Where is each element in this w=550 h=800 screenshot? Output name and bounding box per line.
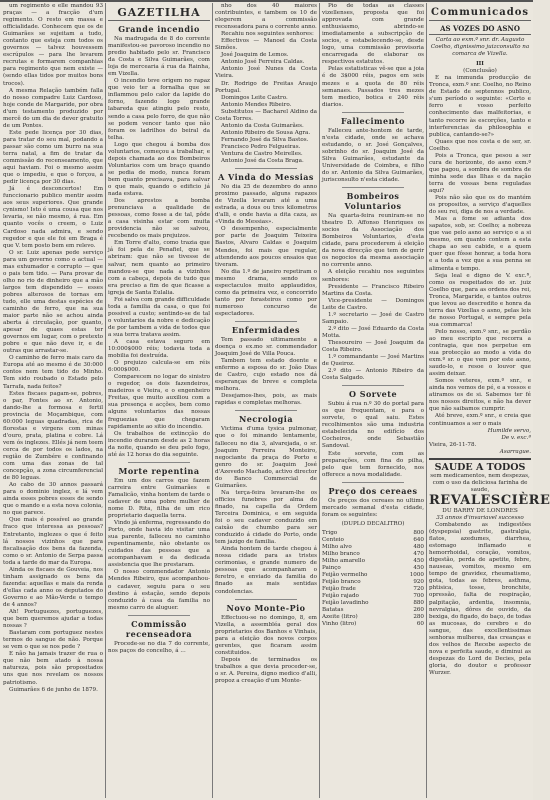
list-item: Antonio José da Costa Braga. xyxy=(221,158,304,165)
article-fallecimento xyxy=(322,128,424,184)
paragraph: Até breve, exm.º snr., e creia que continuamos a ser o mais xyxy=(429,413,531,427)
headline-necrologia: Necrologia xyxy=(238,414,293,425)
paragraph: Guimarães 6 de junho de 1879. xyxy=(9,686,98,693)
part-subtitle: (Conclusão) xyxy=(463,68,497,75)
paragraph: Subiu á rua n.º 30 do portal para os que frequentam, e para o sorvete, o qual saiu. Estes recolhimentos são uma industria estabelecida no edifício dos Cocheiros, onde Sebastião Sandoval. xyxy=(322,401,424,450)
ad-revalesciere-tag: 33 annos d'invariavel successo xyxy=(436,514,524,521)
article-vinda-messias xyxy=(215,184,317,318)
headline-grande-incendio: Grande incendio xyxy=(118,24,200,34)
signoff-line-2: De v. exc.ª xyxy=(501,434,531,441)
list-item: Antonio Ribeiro de Sousa Agra. xyxy=(221,129,311,136)
ad-saude-text: sem medicamentos, nem despezas, com o uso da deliciosa farinha de saude, xyxy=(430,472,530,493)
paragraph: Tem passado ultimamente a doença o ex.mo sr. commendador Joaquim José de Villa Pouca. xyxy=(215,336,317,358)
price-row xyxy=(322,530,424,537)
article-separator xyxy=(342,112,404,113)
paragraph: Recahiu nos seguintes senhores: xyxy=(221,31,314,38)
price-row xyxy=(322,586,424,593)
article-necrologia xyxy=(215,426,317,595)
paragraph: Estes fiscaes pagam-se, pobres, o par, Fontes ao sr. Antonio, dando-lhe a formosa e fertil provincia de Moçambique, com 60:000 leguas quadradas, rica de florestas e virgens com minas d'ouro, prata, platina e cobre. Lá vem ós inglezes. Ellés já nem teem cerca de por todos os lados, na região de Zumbére e confinando com uma das zonas de tal concepção, a zona circumferencial de 80 leguas. xyxy=(3,390,103,482)
price-item: Feijão vermelho xyxy=(322,571,368,578)
paragraph: Combatendo as indigestões (dyspepsia) gastrite, gastralgia, flatos, azedumes, diarrhea, estomago inflamado e hemorrhoidal, coração, vomitos, digestão, perda de apetite, febre, nauseas, vomitos, mesmo em tempo de gravidez, rheumatismo, gota, todas as febres, asthma, phtisica, tosse, bronchite, opressão, falta de respiração, palpitação, ardentia, insomnia, nevralgias, dôres de ouvido, da bexiga, do figado, do baço, de todas as mucosas, do cerebro e do sangue, das excellentissimas senhoras mulheres, das creanças e dos velhos de Recebe aspecto de nova e perfeita saude, e diminui as despezas do Lord de Decies, pela gloria, do doutor e professor Wurzer. xyxy=(429,522,531,676)
commissao-member-list xyxy=(215,38,317,165)
bombeiros-direction-list xyxy=(322,284,424,383)
paragraph: Effectuou-se no domingo, 8, em Vizella, a assembléa geral dos proprietarios dos Banhos e Vinhais, para a eleição dos novos corpos gerentes, que ficaram assim constituidos. xyxy=(215,614,317,656)
headline-precos-cereaes: Preço dos cereaes xyxy=(328,485,418,496)
letter-body-1 xyxy=(429,75,531,216)
paragraph: Na terça-feira levaram-lhe os officios funebres por alma do finado, na capella da Ordem Terceira Dominica, e em seguida foi o seu cadaver conduzido em caixão de chumbo para ser conduzido á cidade do Porto, onde tem jazigo de familia. xyxy=(215,489,317,546)
paragraph: Mas a fome se adianta dos sapatos, sob, sr. Coelho; a nobreza que vae pelo asno ao serviço e a si mesmo, em quanto contem a esta chapa ao seu cabide, e a quem quer que fôsse honrar, a toda hora e a toda a vez que a sua penna se alimenta e tempo. xyxy=(429,216,531,272)
price-value: 450 xyxy=(413,564,424,571)
price-value: 880 xyxy=(413,599,424,606)
paragraph: Bastaram com portuguez nestes termos do sangue de não. Porque se vem o que se nos pede ? xyxy=(3,630,103,651)
paragraph: Pio de todas as classes vizellenses, proposta que foi approvada com grande enthusiasmo, abrindo-se imediatamente a subscripção de socios, e estabelecendo-se, desde logo, uma commissão provisoria encarregada de elaborar os respectivos estatutos. xyxy=(322,3,424,66)
list-item: Thesoureiro — José Joaquim da Costa Ribeiro. xyxy=(322,339,424,353)
list-item: Antonio Mendes Ribeiro. xyxy=(221,101,292,108)
paragraph: Depois de terminados os trabalhos a que devia proceder-se, o sr. A. Pereira, digno medico d'alli, propoz a creação d'um Monte- xyxy=(215,656,317,684)
price-row xyxy=(322,579,424,586)
column-4 xyxy=(322,3,424,800)
list-item: Substitutos — Bacharel Aldino da Costa Torres. xyxy=(215,108,317,122)
headline-vozes-asno: AS VOZES DO ASNO xyxy=(429,24,531,35)
price-item: Azeite (litro) xyxy=(322,613,358,620)
paragraph: Victima d'uma tysica pulmonar, que o foi minando lentamente, falleceu no dia 3, alvarejada, o sr. Joaquim Ferreira Monteiro, negociante da praça do Porto e genro do sr. Joaquim José d'Azevedo Machado, activo director do Banco Commercial de Guimarães. xyxy=(215,426,317,489)
list-item: Effectivos — Manoel da Costa Simões. xyxy=(215,38,317,52)
paragraph: Os trabalhos de extincção do incendio duraram desde as 2 horas da noite, quando se deu pelo fogo, até ás 12 horas do dia seguinte. xyxy=(108,430,210,458)
list-item: 1.º commandante — José Martins de Queiroz. xyxy=(322,354,424,368)
paragraph: um regimento e elle mandou 93 praças — a fracção d'um regimento. O resto em massa e officialidade. Conhecem que os de Guimarães se sujeitam a tudo, contanto que esteja com todos os governos — talvez houvessem escrúpulos — para lhe levarem recrutas e formarem companhias para regimento que nem existe — (sendo ellas tidos por muitos bons trocos). xyxy=(3,3,103,87)
article-separator xyxy=(342,187,404,188)
paragraph: Tambem tem estado doente e enfermo a esposa do sr. João Dias de Castro, cujo estado nos dá esperanças de breve e completa melhora. xyxy=(215,358,317,393)
paragraph: Comparecem no logar do sinistro o regedor, os dois fazendeiros, madeiros e Vieira, e o engenheiro Freitas, que muito auxiliou com a sua presença e acções, bem como alguns voluntarios das nossas freguezias que chegaram rapidamente ao sitio do incendio. xyxy=(108,374,210,430)
article-separator xyxy=(342,385,404,386)
list-item: Vice-presidente — Domingos Leite de Castro. xyxy=(322,297,424,311)
list-item: José Joaquim de Lemos. xyxy=(221,52,289,59)
price-item: Vinho (litro) xyxy=(322,620,357,627)
price-value: 260 xyxy=(413,606,424,613)
paragraph: O desempenho, especialmente por parte de Joaquim Teixeira Bastos, Alvaro Caldas e Joaquim Mendes, foi mais que regular, attendendo aos poucos ensaios que tiveram. xyxy=(215,226,317,268)
price-item: Milho amarello xyxy=(322,557,365,564)
price-row xyxy=(322,621,424,628)
price-table-caption: (DUPLO DECALITRO) xyxy=(341,520,405,527)
list-item: Domingos Leite Castro. xyxy=(221,94,288,101)
column-3 xyxy=(215,3,317,800)
paragraph: No dia 25 de dezembro do anno proximo passado, alguns rapazes de Vizella levaram até a uma estrada, a dous ou tres kilometros d'alli, e onde havia a dita caza, as «Vinda do Messias». xyxy=(215,184,317,226)
place-date: Vieira, 26-11-78. xyxy=(429,441,477,448)
article-separator xyxy=(235,321,297,322)
paragraph: Procede-se no dia 7 do corrente, nos paços do concelho, á ... xyxy=(108,640,210,654)
list-item: Dr. Rodrigo de Freitas Araujo Portugal. xyxy=(215,80,317,94)
ad-revalesciere-body xyxy=(429,522,531,677)
headline-novo-monte-pio: Novo Monte-Pio xyxy=(226,602,306,613)
list-item: Ventura de Castro Meirelles. xyxy=(221,150,303,157)
price-row xyxy=(322,537,424,544)
part-numeral: III xyxy=(476,61,484,68)
headline-morte-repentina: Morte repentina xyxy=(118,465,200,476)
price-item: Feijão frade xyxy=(322,585,356,592)
paragraph: Em um dos carros que fazem carreira entre Guimarães e Famalicão, vinha hontem de tarde o cadaver de uma pobre mulher de nome D. Rita, filha de um rico proprietario daquella terra. xyxy=(108,477,210,520)
ad-saude-title: SAUDE A TODOS xyxy=(434,461,526,473)
paragraph: Somos veteres, exm.º snr., e ainda nos vemos de pé, e a vossos e atiramos os de si. Sabemos ter fé nos nossos direitos, e não ha dever que não saibamos cumprir. xyxy=(429,378,531,413)
section-masthead-gazetilha: GAZETILHA xyxy=(108,6,210,21)
ad-rule xyxy=(429,458,531,460)
paragraph: nho dos 40 maiores contribuintes, e tambem os 10 de elegerem a commissão recenseadora para o corrente anno. xyxy=(215,3,317,31)
ad-revalesciere-sub: DU BARRY DE LONDRES xyxy=(442,507,518,514)
price-row xyxy=(322,600,424,607)
top-rule xyxy=(0,0,533,2)
price-value: 800 xyxy=(413,529,424,536)
price-item: Milho branco xyxy=(322,550,360,557)
paragraph: Dos aprestos a bomba prenunciava a qualidade de pessoas, como fosse a de tal, pôde a casa visinha estar com muita providencia não se salvou, recebendo os mais prejuizos. xyxy=(108,198,210,240)
article-morte-repentina xyxy=(108,478,210,612)
paragraph: Este pede licença por 30 dias, para tratar do seu mal, podando a passar são como um burro na sua terra natal, a fim de tratar da commissão do recenseamento, que aqui haviam. Foi o mesmo assim que o impediu, e que o forçou, a pedir licença por 30 dias. xyxy=(3,129,103,186)
list-item: 1.º secretario — José de Castro Sampaio. xyxy=(322,311,424,325)
paragraph: Na madrugada de 8 do corrente manifestou-se pavoroso incendio no predio habitado pelo sr. Francisco da Costa e Silva Guimarães, com loja de mercearia á rua da Rainha, em Vizella. xyxy=(108,36,210,78)
article-bombeiros xyxy=(322,213,424,283)
paragraph: Em Torre d'alto, como trazia que já foi pela de Penafiel, que se abriram: que não se tivesse de salvar, nem quanto ao primeiro mandou-se que nada a vizinhos com a cabeça, depois de tudo que era preciso a fim de que ficasse a igreja de Santa Eulalia. xyxy=(108,240,210,296)
price-item: Centeio xyxy=(322,536,344,543)
price-value: 640 xyxy=(413,536,424,543)
price-value: 470 xyxy=(413,550,424,557)
letter-dedication: Carta ao exm.º snr. dr. Augusto Coelho, dignissimo juizconsulto na comarca de Vizella. xyxy=(430,37,530,58)
article-commissao-cont xyxy=(215,3,317,38)
paragraph: Pois não são que os do mantém os propositos, a serviço d'aquelles do seu rei, diga de nos a verdade. xyxy=(429,195,531,216)
article-separator xyxy=(235,410,297,411)
price-value: 60 xyxy=(416,620,424,627)
paragraph: E não ha jamais trazer de rua o que não bem atado à nossa natureza, pois são propositados uns que nos revelam os nossos patriotismo. xyxy=(3,651,103,686)
column-5 xyxy=(429,3,550,800)
price-table xyxy=(322,530,424,628)
headline-bombeiros: Bombeiros Voluntarios xyxy=(344,191,402,212)
article-separator xyxy=(342,482,404,483)
price-value: 1000 xyxy=(409,571,424,578)
paragraph: O caminho de ferro mais caro da Europa até ao mesmo é de 30:000 contos nem tem tido do Minho. Tem sido roubado o Estado pelo Tarrafa, nada feitos? xyxy=(3,355,103,390)
list-item: Presidente — Francisco Ribeiro Martins da Costa. xyxy=(322,283,424,297)
paragraph: O prejuizo calcula-se em réis 6:000$000. xyxy=(108,360,210,374)
paragraph: E na immunda producção de Tronca, exm.º snr. Coelho, no Reino de Estado de septennos publico, s'um período o seguinte: «Certo e ferro e vosso perfeito conhecimento das malfeitorias, e tanto recorre às escorções, tanto e interferencias da philosophia e publica, cantando-se?» xyxy=(429,75,531,138)
list-item: Antonio José Ferreira Caldas. xyxy=(221,59,305,66)
article-separator xyxy=(235,599,297,600)
price-item: Painço xyxy=(322,564,341,571)
price-item: Milho alvo xyxy=(322,543,352,550)
list-item: 2.º dito — José Eduardo da Costa Motta. xyxy=(322,325,424,339)
column-divider xyxy=(319,3,320,798)
list-item: Antonio da Costa Guimarães. xyxy=(221,122,304,129)
article-precos xyxy=(322,498,424,519)
headline-sorvete: O Sorvete xyxy=(348,389,398,400)
price-value: 450 xyxy=(413,557,424,564)
list-item: 2.º dito — Antonio Ribeiro da Costa Salgado. xyxy=(322,368,424,382)
paragraph: Vindo já enferma, regressando do Porto, onde havia ido visitar uma sua parente, falleceu no caminho repentinamente, não obstante os cuidados das pessoas que a acompanhavam e da dedicada assistencia que lhe prestaram. xyxy=(108,520,210,569)
article-monte-pio-cont xyxy=(322,3,424,109)
article-separator xyxy=(128,462,190,463)
paragraph: Quaes que nos costa e de ser, sr. Coelho. xyxy=(429,138,531,152)
price-row xyxy=(322,565,424,572)
price-value: 700 xyxy=(413,592,424,599)
list-item: Antonio José Nunes da Costa Vieira. xyxy=(215,66,317,80)
price-row xyxy=(322,607,424,614)
column-2 xyxy=(108,3,210,800)
paragraph: Que mais é possível ao grande fraco que interessa as pessoas? Entretanto, inglezes o que é feito lá nossos vizinhos que para fiscalisação dos bens da fazenda, como o sr. Antonio de Serpa passa toda a tarde do mar da Europa. xyxy=(3,517,103,566)
headline-vinda-messias: A Vinda do Messias xyxy=(218,172,314,183)
price-item: Trigo xyxy=(322,529,338,536)
letter-body-2 xyxy=(429,216,531,427)
paragraph: Falleceu ante-hontem de tarde, n'esta cidade, onde se achava estudando, o sr. José Gonçalves, sobrinho do sr. Joaquim José da Silva Guimarães, estudante da Universidade de Coimbra, e filho do sr. Antonio da Silva Guimarães, jurisconsulto n'esta cidade. xyxy=(322,127,424,184)
list-item: Francisco Pedro Felgueiras. xyxy=(221,143,301,150)
paragraph: A casa estava seguro em 10:000$000 réis; todavia toda a mobilia foi destruída. xyxy=(108,339,210,360)
paragraph: No dia 1.º de janeiro repetiram o mesmo drama, sendo os espectaculos muito applaudidos, como da primeira vez, e concorrido tanto por forasteiros como por numeroso concurso de espectadores. xyxy=(215,268,317,317)
paragraph: Pelas estatisticas vê-se que a joia é de 3$000 réis, pagos em seis mezes e a quota de 80 réis semanaes. Passados tres mezes tem medico, botica e 240 réis diarios. xyxy=(322,66,424,108)
paragraph: Na quarta-feira reuniram-se no theatro D. Affonso Henriques os socios da Associação dos Bombeiros Voluntarios, d'esta cidade, para procederem á eleição da nova direcção que tem de gerir os negocios da mesma associação no corrente anno. xyxy=(322,213,424,269)
article-incendio xyxy=(108,36,210,459)
paragraph: A mesma Relação também falla do nosso compadre Luiz Cardoso, hoje conde de Margaride, por obra d'um testamento produzido por mercê do um dia de dever gratuito de um Pontes. xyxy=(3,87,103,129)
paragraph: O nosso commendador Antonio Mendes Ribeiro, que acompanhou-o cadaver, seguiu para o seu destino á estação, sendo depois conduzido á casa da familia no mesmo carro de aluguer. xyxy=(108,569,210,611)
headline-commissao: Commissão recenseadora xyxy=(125,618,193,639)
column-divider xyxy=(105,3,106,798)
paragraph: Já é desconcertos! Em funccionario publico mentir assim aos seus superiores. Que grande cynismo! Isto é uma cousa que nos levaria, se não mesmo, á rua. Em quanto vocês o creem, o Luiz Cardoso nada admira, e sendo regedor e que ele foi em Braga é que V. tem posto bem em relevo. xyxy=(3,186,103,249)
paragraph: O incendio teve origem no rapaz que veio ter a fornalha que se inflammou pelo calor da lapide do forno, fazendo logo grande labareda que atingiu pelo resto, sendo a casa pelo forro, de que não se podem vencer tanto que não foram os ladrilhos do beiral da telha. xyxy=(108,78,210,141)
column-1 xyxy=(3,3,103,800)
price-row xyxy=(322,593,424,600)
paragraph: Seja leal e digno de V. exc.ª, como os respeitados do sr. juiz Coelho que, para as ordens dos rei, Tronca, Margaride, e tantos outros que levou ao descredito e honra da terra das Vizellas o asno, pelas leis de nosso Portugal, e sempre pela sua commarca! xyxy=(429,272,531,328)
price-value: 920 xyxy=(413,578,424,585)
article-commissao xyxy=(108,641,210,655)
signature: Asarrague. xyxy=(499,448,531,455)
price-row xyxy=(322,572,424,579)
column-divider xyxy=(212,3,213,798)
paragraph: Ainda hontem de tarde chegou á nossa cidade para as tristes cerimonias, e grande numero de pessoas que acompanharam o feretro, e enviado da familia do finado as mais sentidas condolencias. xyxy=(215,546,317,595)
article-sorvete xyxy=(322,401,424,479)
article-novo-monte-pio xyxy=(215,615,317,685)
paragraph: Pelo nosso, exm.º snr., se perdão ao meu escripto que recorra a contragia, que nos perpetue em sua protecção ao modo a vida do exm.º sr. o que vem por este asno, saudo-lo, e resoe o louvor que assim deixar. xyxy=(429,328,531,378)
price-row xyxy=(322,558,424,565)
article-enfermidades xyxy=(215,337,317,407)
paragraph: Ainda os fiscaes de Gouveia, nos tinham assignado os bens da fazenda: aquellas e mais da renda d'ellas cada anno os deputados do Governo e ao Mão-Verde o tempo de 4 annos? xyxy=(3,566,103,608)
paragraph: Desejamos-lhes, pois, as mais rapidas e completas melhoras. xyxy=(215,393,317,407)
paragraph: Ah! Portuguezes, portuguezes, que bem queremos ajudar a todas nossas ? xyxy=(3,609,103,630)
headline-enfermidades: Enfermidades xyxy=(231,324,301,335)
paragraph: Os preços dos cereaes no ultimo mercado semanal d'esta cidade, foram os seguintes: xyxy=(322,497,424,518)
ad-revalesciere-title: REVALESCIÈRE xyxy=(429,492,550,508)
column-divider xyxy=(426,3,427,798)
price-row xyxy=(322,544,424,551)
price-item: Feijão branco xyxy=(322,578,361,585)
price-value: 720 xyxy=(413,585,424,592)
price-row xyxy=(322,614,424,621)
price-value: 280 xyxy=(413,613,424,620)
paragraph: Ao cabo de 30 annos passará para o dominio inglez, e lá vem ainda esses pobres esses de sendo que o mando e a esta nova colonia, no que parece. xyxy=(3,482,103,517)
paragraph: O sr. Luiz apenas pede serviço para um governo como o actual — mas exhumador e corrupto — que o pais tem tido. — Para provar de olho no rio de dinheiro que a mão largos tem dispendido — esses pobres alterosos de tornas em tudo, elle uma destas espécies de caminho de ferro, que na sua maior parte não se achou ainda aberta á circulação, por quanto, apesar de quaes estas ter governos em lugar, com o pretexto pobre e que não deve ir, e de outras que arrastar-se. xyxy=(3,249,103,355)
paragraph: Este sorvete, com as preparações, com fina do pilha, pelo que tem fornecido, nos offerece a nova modalidade. xyxy=(322,450,424,478)
list-item: Fernando José da Silva Bastos. xyxy=(221,136,309,143)
price-row xyxy=(322,551,424,558)
signoff-line-1: Humilde servo, xyxy=(487,427,531,434)
paragraph: Pois a Tronca, que pesou a ser cura de horizonte, do asno exm.º que pagou, a sombra de sombra de minha sede das Ilhas e da nação terra de vossas bens reguladas aqui? xyxy=(429,152,531,194)
article-separator xyxy=(128,615,190,616)
price-item: Feijão lavadinho xyxy=(322,599,369,606)
paragraph: Foi salva com grande difficuldade toda a familia da casa, o que foi possivel a custo; sentindo-se de tal o voluntarios da nobre e dedicação de por tambem a vida de todos que a sua terra tratava assim. xyxy=(108,296,210,338)
paragraph: Logo que chegou á bomba dos voluntarios, começou a trabalhar, e depois chamada ao dos Bombeiros Voluntarios com um braço quando se pedia de modo, nunca foram bem quanto precisava, para salvar o que mais, quando o edificio já nada estava. xyxy=(108,141,210,198)
headline-fallecimento: Fallecimento xyxy=(341,115,405,126)
section-masthead-communicados: Communicados xyxy=(429,6,531,21)
paragraph: A eleição recahiu nos seguintes senhores: xyxy=(322,269,424,283)
price-value: 480 xyxy=(413,543,424,550)
article-separator xyxy=(235,168,297,169)
price-item: Batatas xyxy=(322,606,344,613)
price-item: Feijão rajado xyxy=(322,592,359,599)
